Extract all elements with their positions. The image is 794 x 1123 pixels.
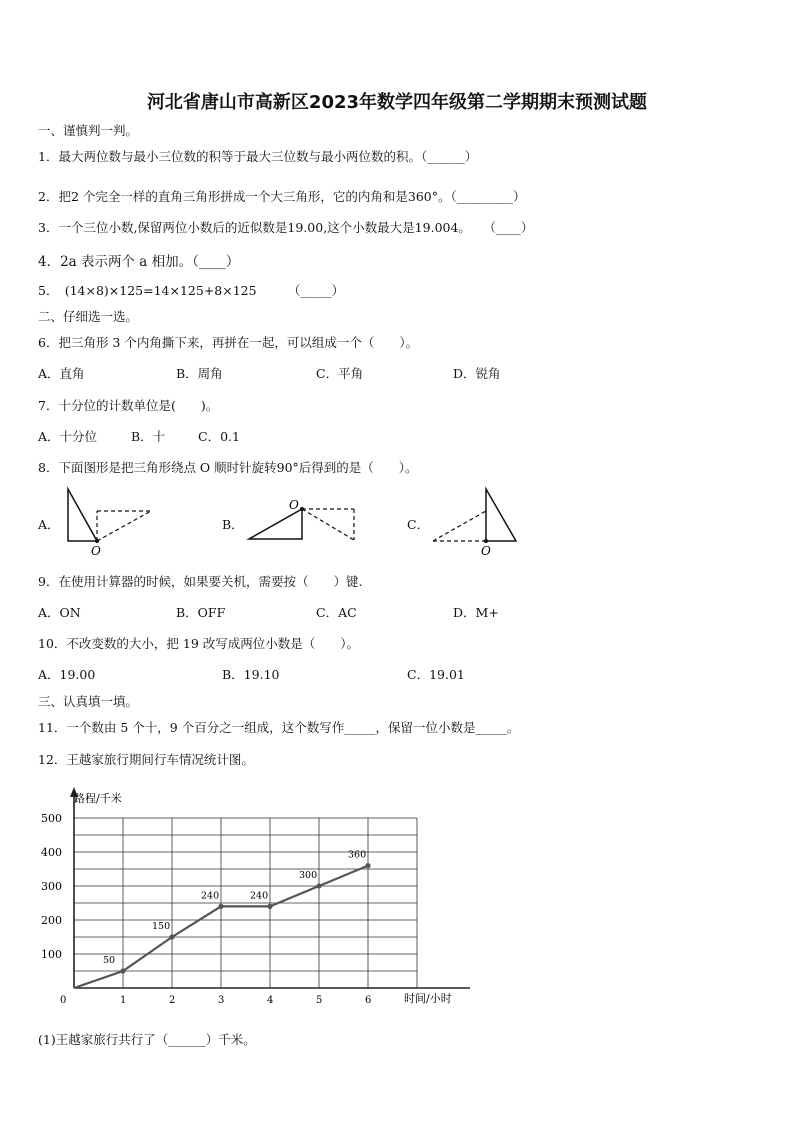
chart-y-axis-label: 路程/千米 <box>74 792 122 805</box>
q6-option-c: C．平角 <box>316 366 364 381</box>
q8-b-point-label: O <box>289 498 299 512</box>
data-point <box>120 968 125 973</box>
section2-heading: 二、仔细选一选。 <box>38 309 139 324</box>
x-tick-label: 6 <box>365 995 372 1006</box>
q8-option-c: C． <box>407 517 430 532</box>
data-label: 300 <box>299 870 318 881</box>
question-9: 9．在使用计算器的时候，如果要关机，需要按（ ）键. <box>38 574 363 589</box>
question-7: 7．十分位的计数单位是( )。 <box>38 398 219 413</box>
data-label: 150 <box>152 921 171 932</box>
x-tick-label: 4 <box>267 995 274 1006</box>
y-tick-label: 200 <box>41 914 62 927</box>
x-tick-label: 2 <box>169 995 176 1006</box>
data-point <box>316 883 321 888</box>
x-tick-label: 3 <box>218 995 225 1006</box>
y-tick-label: 500 <box>41 812 62 825</box>
q8-figure-a <box>55 484 165 559</box>
x-tick-label: 5 <box>316 995 323 1006</box>
y-tick-label: 400 <box>41 846 62 859</box>
y-tick-label: 300 <box>41 880 62 893</box>
q8-option-b: B． <box>222 517 244 532</box>
q10-option-b: B．19.10 <box>222 667 280 682</box>
chart-x-axis-label: 时间/小时 <box>404 992 452 1005</box>
question-3: 3．一个三位小数,保留两位小数后的近似数是19.00,这个小数最大是19.004。 （____） <box>38 220 534 235</box>
data-point <box>365 863 370 868</box>
chart-grid <box>74 818 417 988</box>
data-label: 240 <box>250 890 269 902</box>
x-tick-label: 0 <box>60 995 67 1006</box>
x-tick-label: 1 <box>120 995 127 1006</box>
q10-option-a: A．19.00 <box>38 667 96 682</box>
q9-option-d: D．M+ <box>453 605 499 620</box>
q8-a-point-label: O <box>91 544 101 558</box>
q7-option-b: B．十 <box>131 429 166 444</box>
question-2: 2．把2 个完全一样的直角三角形拼成一个大三角形，它的内角和是360°。（_________） <box>38 189 526 204</box>
q9-option-a: A．ON <box>38 605 81 620</box>
q8-figure-b <box>240 496 365 556</box>
question-10: 10．不改变数的大小，把 19 改写成两位小数是（ ）。 <box>38 636 360 651</box>
question-8: 8．下面图形是把三角形绕点 O 顺时针旋转90°后得到的是（ ）。 <box>38 460 418 475</box>
data-point <box>169 934 174 939</box>
q6-option-b: B．周角 <box>176 366 223 381</box>
question-12: 12．王越家旅行期间行车情况统计图。 <box>38 752 254 767</box>
data-point <box>267 904 272 909</box>
page-title: 河北省唐山市高新区2023年数学四年级第二学期期末预测试题 <box>146 92 648 113</box>
question-12-sub1: (1)王越家旅行共行了（______）千米。 <box>38 1032 256 1047</box>
q6-option-d: D．锐角 <box>453 366 501 381</box>
q7-option-c: C．0.1 <box>198 429 240 444</box>
question-5: 5． (14×8)×125=14×125+8×125 （_____） <box>38 283 345 298</box>
question-4: 4．2a 表示两个 a 相加。（____） <box>38 254 240 270</box>
q7-option-a: A．十分位 <box>38 429 98 444</box>
q9-option-c: C．AC <box>316 605 357 620</box>
q6-option-a: A．直角 <box>38 366 85 381</box>
y-tick-label: 100 <box>41 948 62 961</box>
q10-option-c: C．19.01 <box>407 667 465 682</box>
data-label: 50 <box>103 955 116 966</box>
q8-c-point-label: O <box>481 544 491 558</box>
question-1: 1．最大两位数与最小三位数的积等于最大三位数与最小两位数的积。（______） <box>38 149 478 164</box>
q9-option-b: B．OFF <box>176 605 226 620</box>
section1-heading: 一、谨慎判一判。 <box>38 123 139 138</box>
data-label: 360 <box>348 849 367 861</box>
data-point <box>218 904 223 909</box>
q8-figure-c <box>428 484 528 559</box>
data-label: 240 <box>201 890 220 902</box>
question-6: 6．把三角形 3 个内角撕下来，再拼在一起，可以组成一个（ ）。 <box>38 335 419 350</box>
travel-distance-chart <box>30 785 470 1010</box>
question-11: 11．一个数由 5 个十，9 个百分之一组成，这个数写作_____，保留一位小数是_____。 <box>38 720 520 735</box>
section3-heading: 三、认真填一填。 <box>38 694 139 709</box>
q8-option-a: A． <box>38 517 60 532</box>
chart-series <box>74 850 371 988</box>
